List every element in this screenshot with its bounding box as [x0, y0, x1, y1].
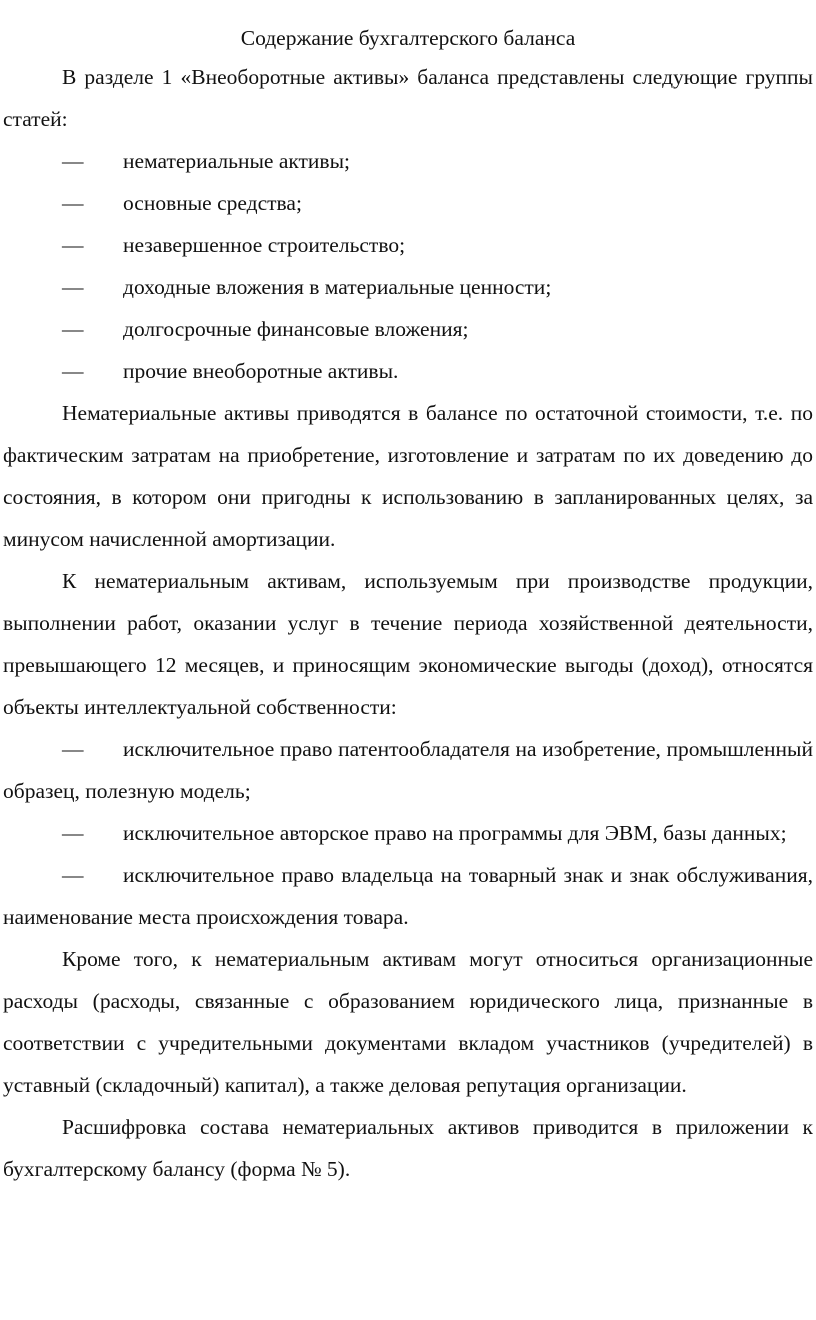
dash-bullet: — — [62, 317, 84, 341]
dash-bullet: — — [62, 863, 84, 887]
groups-list — [3, 140, 813, 392]
document-page — [3, 20, 813, 1190]
ip-objects-list — [3, 728, 813, 938]
list-item: — исключительное право владельца на товарный знак и знак обслуживания, наименование места происхождения товара. — [3, 854, 813, 938]
intro-paragraph: В разделе 1 «Внеоборотные активы» баланса представлены следующие группы статей: — [3, 65, 813, 131]
list-item: — основные средства; — [3, 182, 813, 224]
list-item: — доходные вложения в материальные ценности; — [3, 266, 813, 308]
list-item: — нематериальные активы; — [3, 140, 813, 182]
list-item: — прочие внеоборотные активы. — [3, 350, 813, 392]
paragraph-intangible-definition: К нематериальным активам, используемым при производстве продукции, выполнении работ, оказании услуг в течение периода хозяйственной деятельности, превышающего 12 месяцев, и приносящим экономические выгоды (доход), относятся объекты интеллектуальной собственности: — [3, 569, 813, 719]
list-item: — долгосрочные финансовые вложения; — [3, 308, 813, 350]
paragraph-org-expenses: Кроме того, к нематериальным активам могут относиться организационные расходы (расходы, связанные с образованием юридического лица, признанные в соответствии с учредительными документами вкладом участников (учредителей) в уставный (складочный) капитал), а также деловая репутация организации. — [3, 947, 813, 1097]
list-item: — исключительное авторское право на программы для ЭВМ, базы данных; — [3, 812, 813, 854]
dash-bullet: — — [62, 149, 84, 173]
dash-bullet: — — [62, 275, 84, 299]
paragraph-intangible-valuation: Нематериальные активы приводятся в балансе по остаточной стоимости, т.е. по фактическим затратам на приобретение, изготовление и затратам по их доведению до состояния, в котором они пригодны к использованию в запланированных целях, за минусом начисленной амортизации. — [3, 401, 813, 551]
dash-bullet: — — [62, 359, 84, 383]
dash-bullet: — — [62, 737, 84, 761]
document-title: Содержание бухгалтерского баланса — [240, 26, 576, 50]
paragraph-form5-reference: Расшифровка состава нематериальных активов приводится в приложении к бухгалтерскому балансу (форма № 5). — [3, 1115, 813, 1181]
dash-bullet: — — [62, 191, 84, 215]
dash-bullet: — — [62, 821, 84, 845]
list-item: — исключительное право патентообладателя на изобретение, промышленный образец, полезную модель; — [3, 728, 813, 812]
list-item: — незавершенное строительство; — [3, 224, 813, 266]
dash-bullet: — — [62, 233, 84, 257]
